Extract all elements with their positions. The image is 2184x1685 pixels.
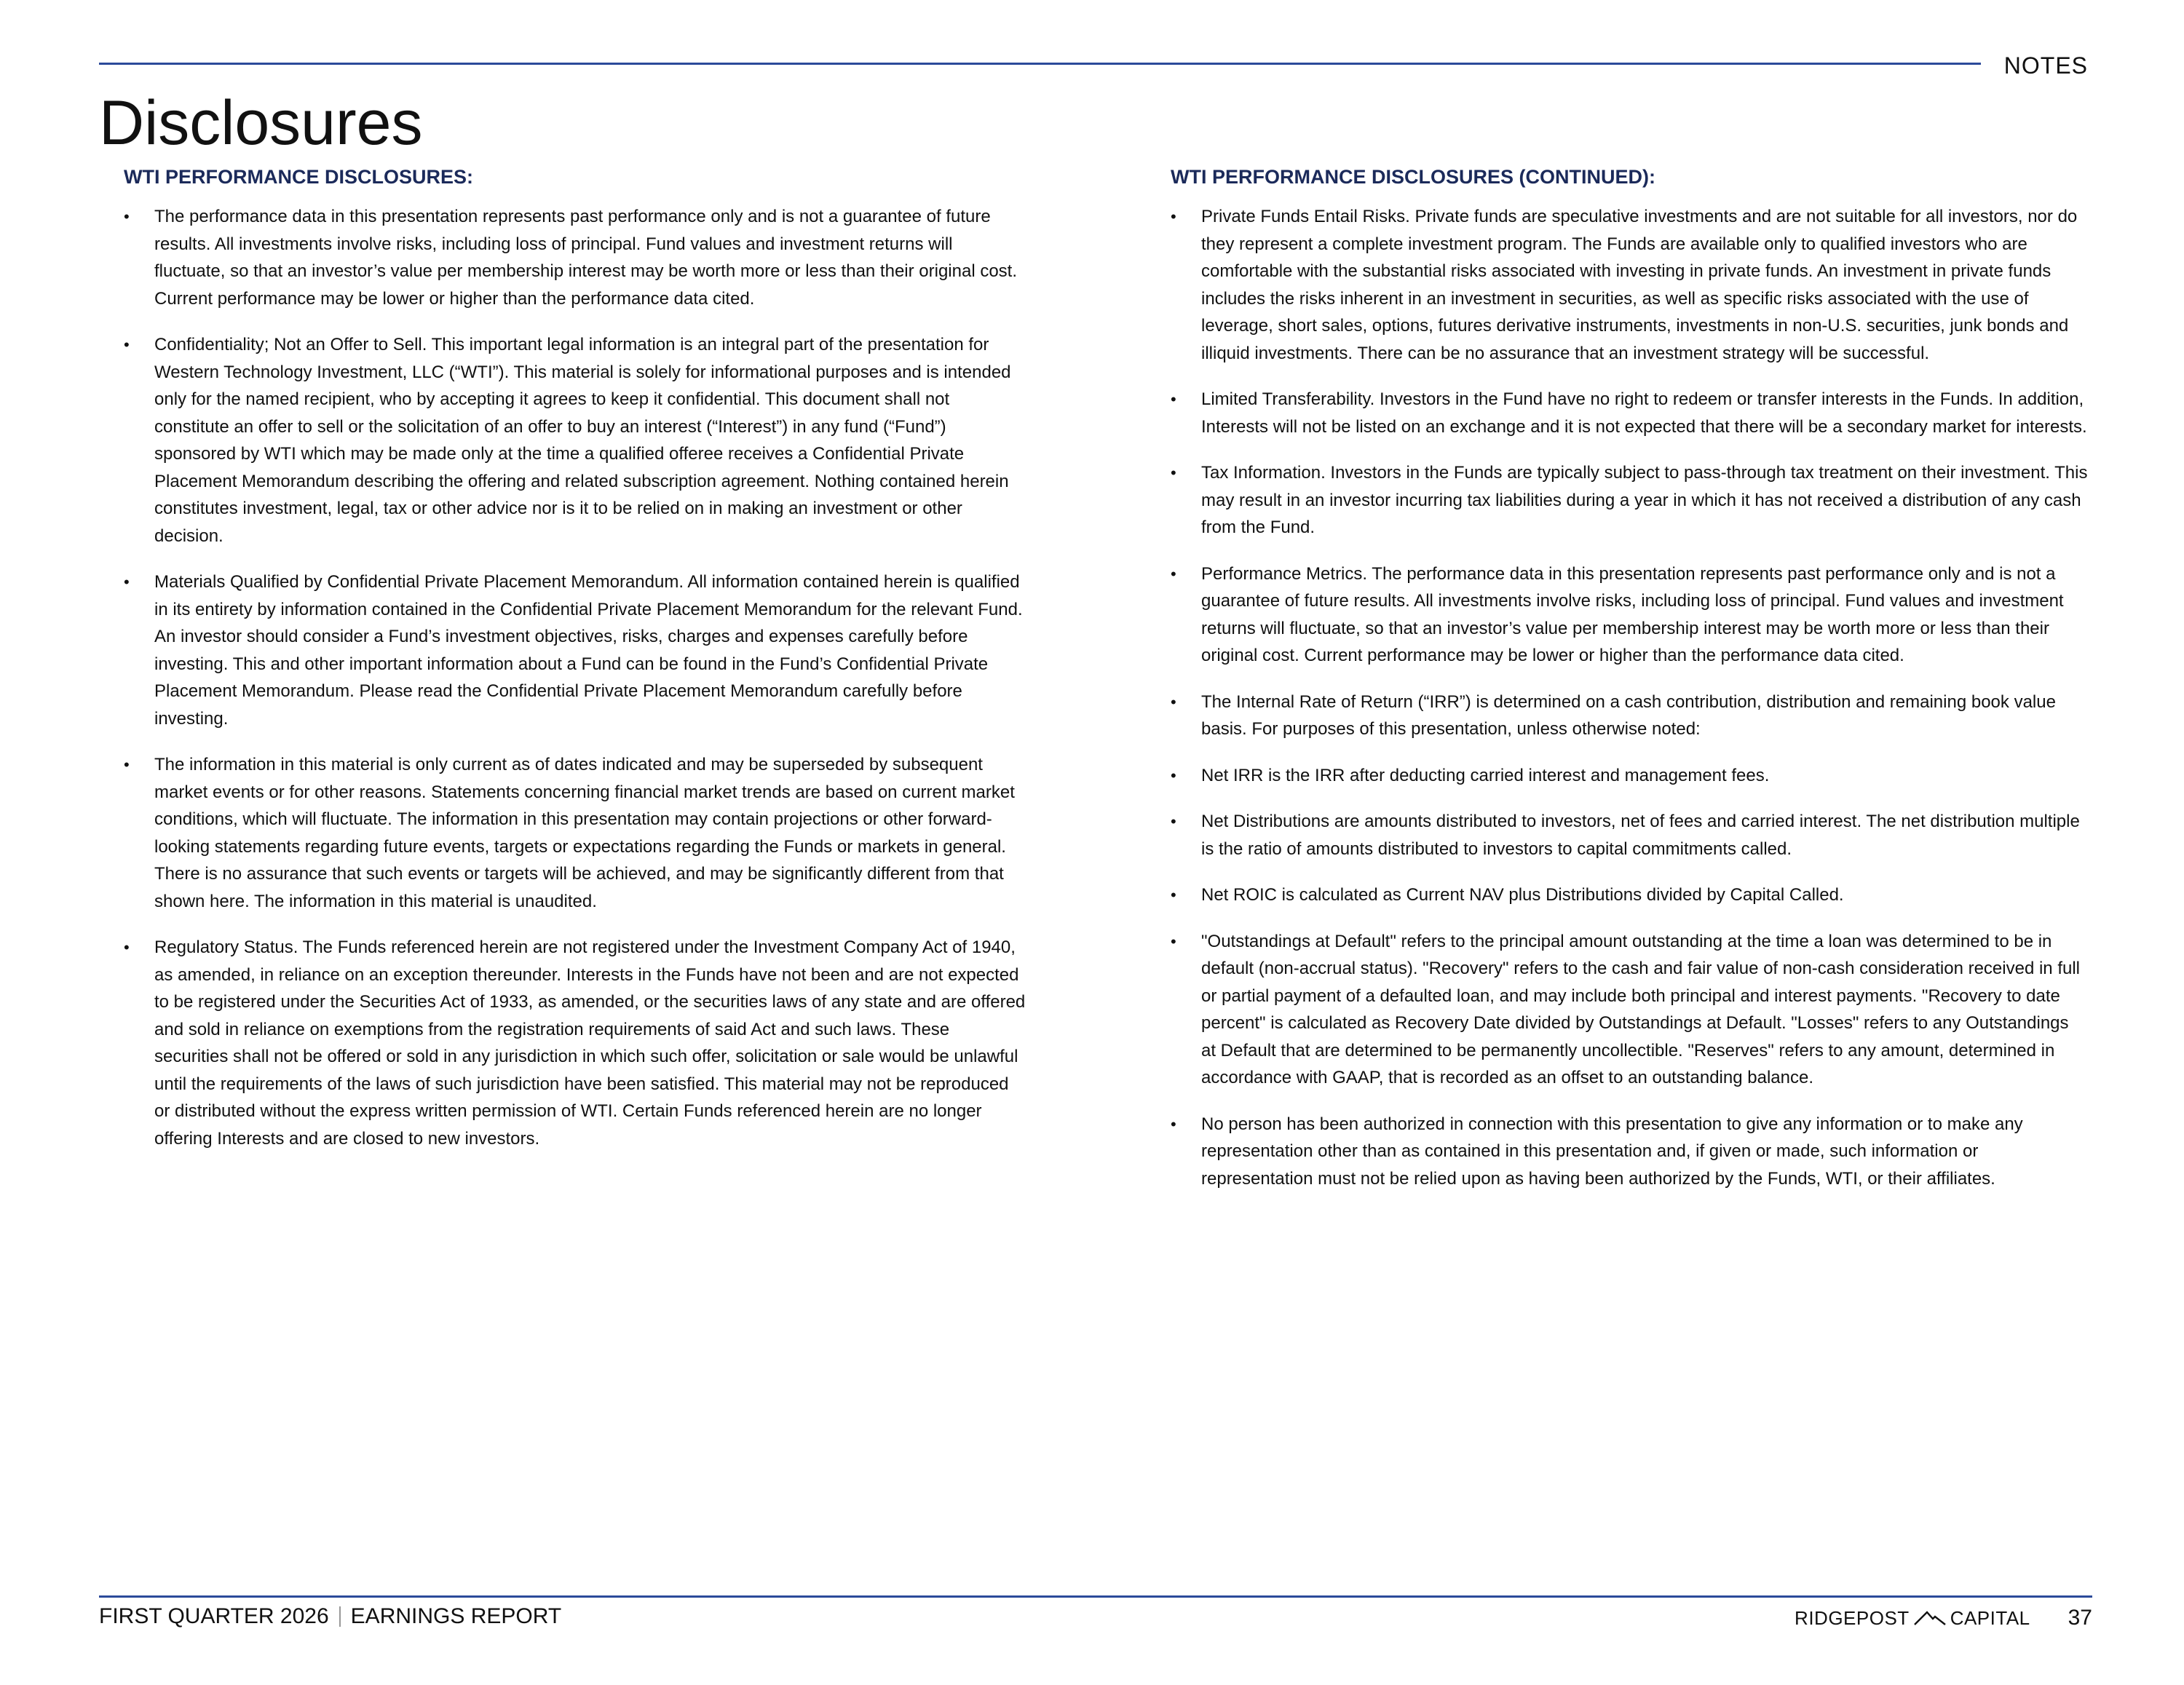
disclosure-item: • The Internal Rate of Return (“IRR”) is determined on a cash contribution, distribution and remaining book value basis. For purposes of this presentation, unless otherwise noted: xyxy=(1171,689,2088,743)
mountain-peak-icon xyxy=(1914,1610,1946,1626)
disclosure-item: • Regulatory Status. The Funds referenced herein are not registered under the Investment Company Act of 1940, as amended, in reliance on an exception thereunder. Interests in the Funds have not been and are not expected to be registered under the Securities Act of 1933, as amended, or the securities laws of any state and are offered and sold in reliance on exemptions from the registration requirements of said Act and such laws. These securities shall not be offered or sold in any jurisdiction in which such offer, solicitation or sale would be unlawful until the requirements of the laws of such jurisdiction have been satisfied. This material may not be reproduced or distributed without the express written permission of WTI. Certain Funds referenced herein are no longer offering Interests and are closed to new investors. xyxy=(124,934,1026,1152)
company-logo xyxy=(1795,1607,2030,1630)
disclosure-item: • Net IRR is the IRR after deducting carried interest and management fees. xyxy=(1171,762,2088,790)
footer-brand-area xyxy=(1795,1606,2092,1630)
footer-period: FIRST QUARTER 2026 xyxy=(99,1604,329,1628)
section-label: NOTES xyxy=(2003,52,2088,79)
page-number: 37 xyxy=(2068,1606,2092,1630)
footer-report-label xyxy=(99,1604,561,1629)
header-rule xyxy=(99,63,1981,65)
disclosure-item: • Confidentiality; Not an Offer to Sell. This important legal information is an integral part of the presentation for Western Technology Investment, LLC (“WTI”). This material is solely for informational purposes and is intended only for the named recipient, who by accepting it agrees to keep it confidential. This document shall not constitute an offer to sell or the solicitation of an offer to buy an interest (“Interest”) in any fund (“Fund”) sponsored by WTI which may be made only at the time a qualified offeree receives a Confidential Private Placement Memorandum describing the offering and related subscription agreement. Nothing contained herein constitutes investment, legal, tax or other advice nor is it to be relied on in making an investment or other decision. xyxy=(124,331,1026,550)
disclosure-item: • Tax Information. Investors in the Funds are typically subject to pass-through tax treatment on their investment. This may result in an investor incurring tax liabilities during a year in which it has not received a distribution of any cash from the Fund. xyxy=(1171,459,2088,542)
footer-report-name: EARNINGS REPORT xyxy=(350,1604,562,1628)
footer-divider xyxy=(339,1606,341,1627)
page-title: Disclosures xyxy=(99,88,423,158)
disclosure-item: • Materials Qualified by Confidential Private Placement Memorandum. All information contained herein is qualified in its entirety by information contained in the Confidential Private Placement Memorandum for the relevant Fund. An investor should consider a Fund’s investment objectives, risks, charges and expenses carefully before investing. This and other important information about a Fund can be found in the Fund’s Confidential Private Placement Memorandum. Please read the Confidential Private Placement Memorandum carefully before investing. xyxy=(124,568,1026,732)
disclosure-item: • Limited Transferability. Investors in the Fund have no right to redeem or transfer interests in the Funds. In addition, Interests will not be listed on an exchange and it is not expected that there will be a secondary market for interests. xyxy=(1171,386,2088,440)
right-column xyxy=(1171,164,2088,1211)
disclosure-item: • Net ROIC is calculated as Current NAV plus Distributions divided by Capital Called. xyxy=(1171,881,2088,909)
logo-text-right: CAPITAL xyxy=(1950,1606,2030,1629)
right-column-heading: WTI PERFORMANCE DISCLOSURES (CONTINUED): xyxy=(1171,166,1655,188)
disclosure-item: • Net Distributions are amounts distributed to investors, net of fees and carried interest. The net distribution multiple is the ratio of amounts distributed to investors to capital commitments called. xyxy=(1171,808,2088,863)
disclosure-item: • The performance data in this presentation represents past performance only and is not a guarantee of future results. All investments involve risks, including loss of principal. Fund values and investment returns will fluctuate, so that an investor’s value per membership interest may be worth more or less than their original cost. Current performance may be lower or higher than the performance data cited. xyxy=(124,203,1026,312)
right-disclosure-list xyxy=(1171,203,2088,1192)
left-column xyxy=(124,164,1026,1171)
disclosure-item: • Performance Metrics. The performance data in this presentation represents past performance only and is not a guarantee of future results. All investments involve risks, including loss of principal. Fund values and investment returns will fluctuate, so that an investor’s value per membership interest may be worth more or less than their original cost. Current performance may be lower or higher than the performance data cited. xyxy=(1171,560,2088,670)
disclosure-item: • The information in this material is only current as of dates indicated and may be superseded by subsequent market events or for other reasons. Statements concerning financial market trends are based on current market conditions, which will fluctuate. The information in this presentation may contain projections or other forward-looking statements regarding future events, targets or expectations regarding the Funds or markets in general. There is no assurance that such events or targets will be achieved, and may be significantly different from that shown here. The information in this material is unaudited. xyxy=(124,751,1026,915)
footer-rule xyxy=(99,1595,2092,1598)
left-disclosure-list xyxy=(124,203,1026,1152)
left-column-heading: WTI PERFORMANCE DISCLOSURES: xyxy=(124,166,474,188)
disclosure-item: • No person has been authorized in connection with this presentation to give any information or to make any representation other than as contained in this presentation and, if given or made, such information or representation must not be relied upon as having been authorized by the Funds, WTI, or their affiliates. xyxy=(1171,1111,2088,1193)
disclosure-item: • "Outstandings at Default" refers to the principal amount outstanding at the time a loan was determined to be in default (non-accrual status). "Recovery" refers to the cash and fair value of non-cash consideration received in full or partial payment of a defaulted loan, and may include both principal and interest payments. "Recovery to date percent" is calculated as Recovery Date divided by Outstandings at Default. "Losses" refers to any Outstandings at Default that are determined to be permanently uncollectible. "Reserves" refers to any amount, determined in accordance with GAAP, that is recorded as an offset to an outstanding balance. xyxy=(1171,928,2088,1092)
logo-text-left: RIDGEPOST xyxy=(1795,1606,1910,1629)
disclosure-item: • Private Funds Entail Risks. Private funds are speculative investments and are not suitable for all investors, nor do they represent a complete investment program. The Funds are available only to qualified investors who are comfortable with the substantial risks associated with investing in private funds. An investment in private funds includes the risks inherent in an investment in securities, as well as specific risks associated with the use of leverage, short sales, options, futures derivative instruments, investments in non-U.S. securities, junk bonds and illiquid investments. There can be no assurance that an investment strategy will be successful. xyxy=(1171,203,2088,367)
